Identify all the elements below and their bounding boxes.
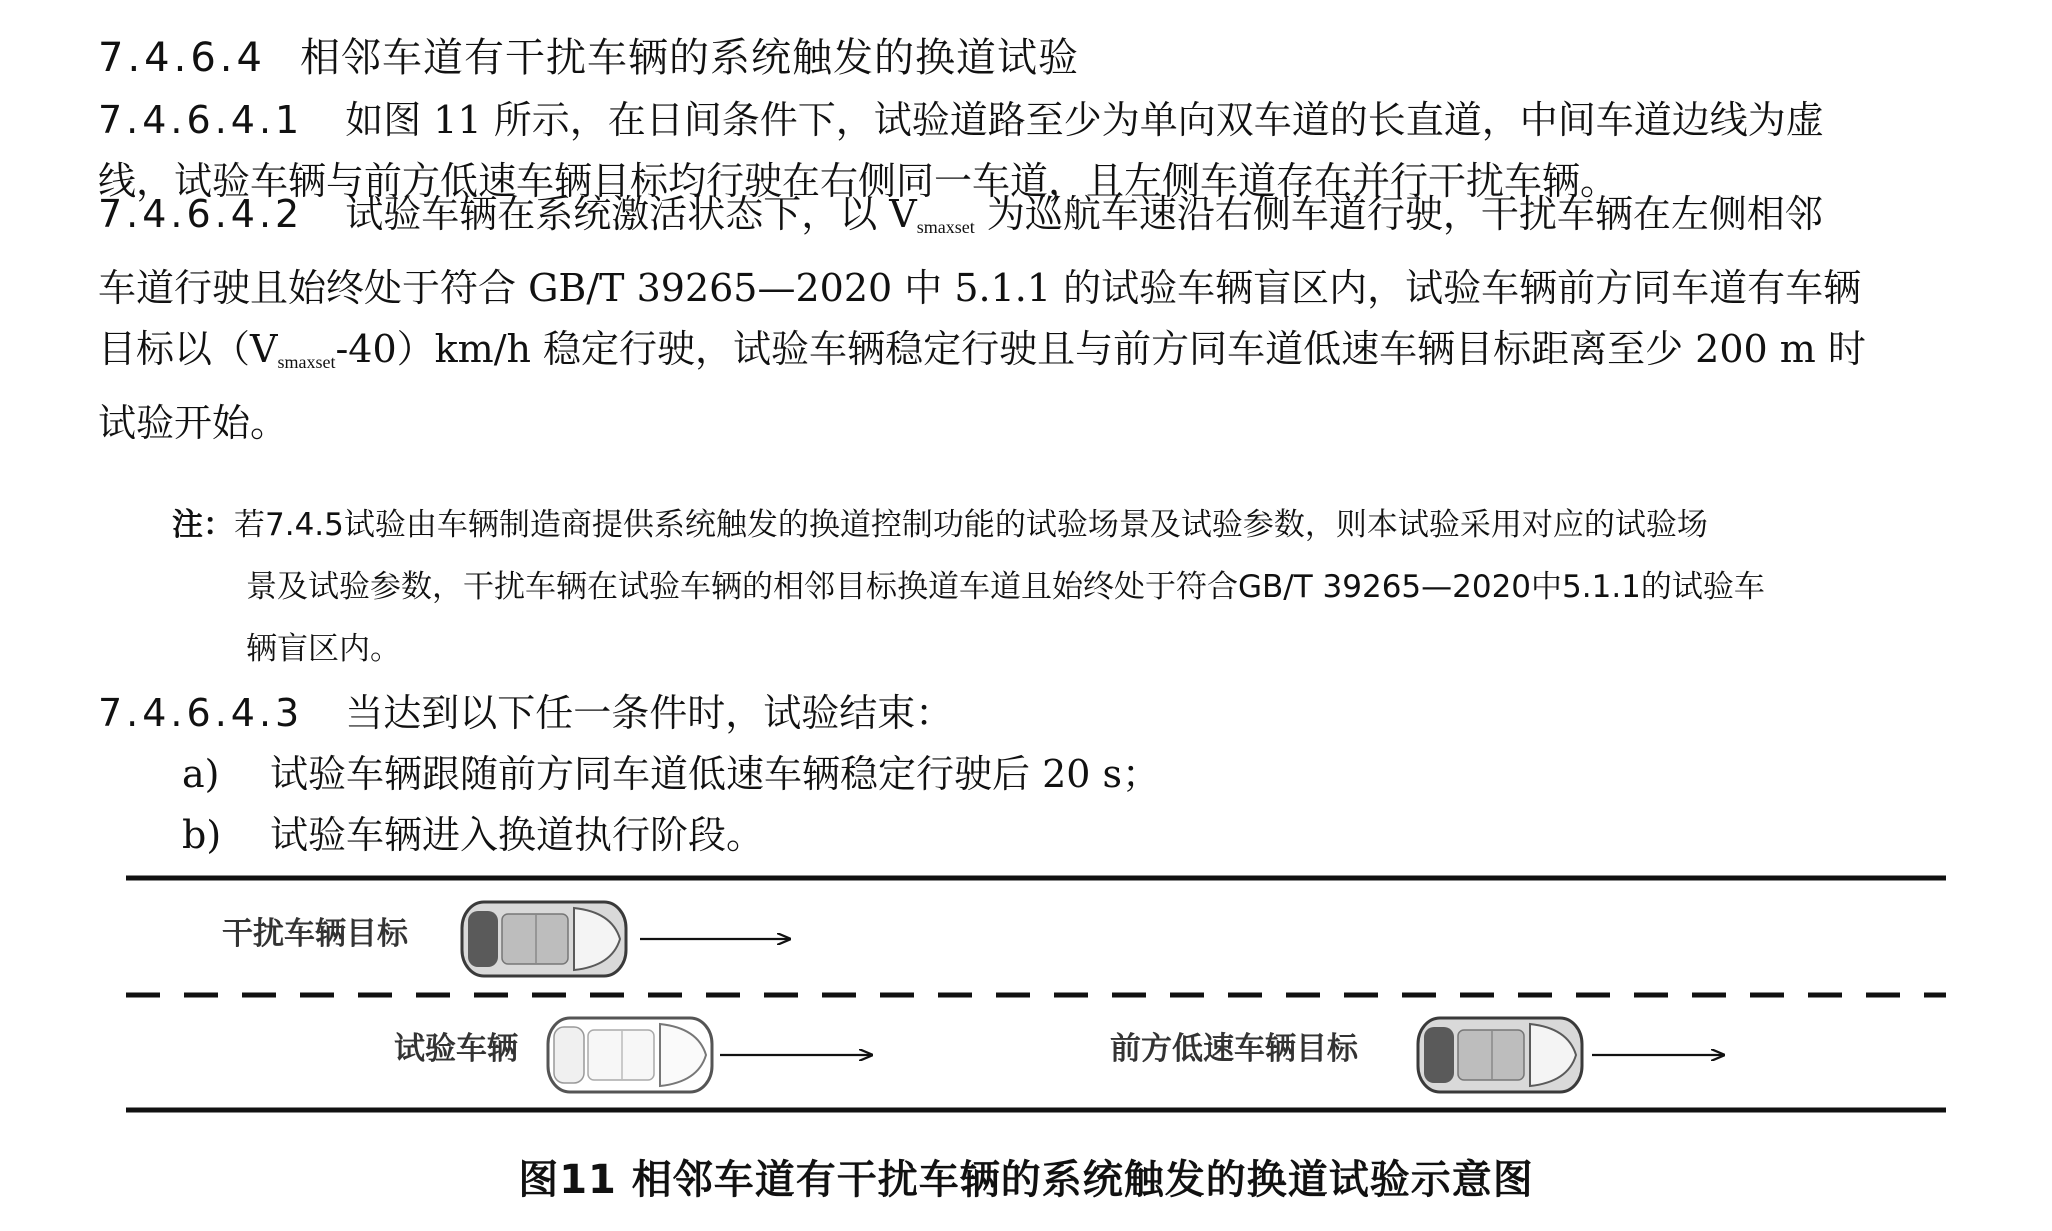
clause-number: 7.4.6.4.2 [98, 192, 304, 236]
list-item [182, 744, 1160, 805]
figure-caption: 图11 相邻车道有干扰车辆的系统触发的换道试验示意图 [518, 1157, 1534, 1203]
list-marker: a) [182, 752, 220, 796]
clause-text-line: 车道行驶且始终处于符合 GB/T 39265—2020 中 5.1.1 的试验车辆盲区内，试验车辆前方同车道有车辆 [98, 266, 1862, 310]
note-label: 注： [172, 507, 234, 543]
subscript: smaxset [916, 217, 975, 237]
list-item-text: 试验车辆进入换道执行阶段。 [270, 813, 765, 857]
clause-number: 7.4.6.4.3 [98, 691, 304, 735]
label-interfering-vehicle: 干扰车辆目标 [222, 916, 408, 952]
label-front-vehicle: 前方低速车辆目标 [1110, 1031, 1358, 1067]
clause-7-4-6-4-2 [98, 184, 1978, 454]
note-text-line: 景及试验参数，干扰车辆在试验车辆的相邻目标换道车道且始终处于符合GB/T 39265—2020中5.1.1的试验车 [246, 569, 1765, 605]
lane-diagram [0, 860, 2052, 1130]
interfering-vehicle-icon [462, 902, 626, 976]
section-title: 相邻车道有干扰车辆的系统触发的换道试验 [299, 35, 1079, 81]
list-marker: b) [182, 813, 222, 857]
section-number: 7.4.6.4 [98, 35, 266, 81]
front-vehicle-icon [1418, 1018, 1582, 1092]
clause-text-line: 为巡航车速沿右侧车道行驶，干扰车辆在左侧相邻 [974, 192, 1823, 236]
note-text-line: 若7.4.5试验由车辆制造商提供系统触发的换道控制功能的试验场景及试验参数，则本试验采用对应的试验场 [234, 507, 1708, 543]
clause-text-line: 试验开始。 [98, 401, 289, 445]
subscript: smaxset [277, 352, 336, 372]
note-block [172, 494, 1982, 680]
note-text-line: 辆盲区内。 [246, 631, 401, 667]
clause-text-line: 线，试验车辆与前方低速车辆目标均行驶在右侧同一车道，且左侧车道存在并行干扰车辆。 [98, 159, 1619, 203]
test-vehicle-icon [548, 1018, 712, 1092]
list-item [182, 805, 1160, 866]
section-heading [98, 26, 1079, 83]
clause-text-line: 试验车辆在系统激活状态下，以 V [345, 192, 917, 236]
condition-list [182, 744, 1160, 866]
clause-text-line: 目标以（V [98, 327, 278, 371]
clause-text-line: -40）km/h 稳定行驶，试验车辆稳定行驶且与前方同车道低速车辆目标距离至少 200 m 时 [335, 327, 1866, 371]
clause-7-4-6-4-3 [98, 683, 1978, 744]
clause-text: 当达到以下任一条件时，试验结束： [345, 691, 954, 735]
clause-text-line: 如图 11 所示，在日间条件下，试验道路至少为单向双车道的长直道，中间车道边线为虚 [345, 98, 1824, 142]
clause-number: 7.4.6.4.1 [98, 98, 304, 142]
label-test-vehicle: 试验车辆 [394, 1031, 518, 1067]
list-item-text: 试验车辆跟随前方同车道低速车辆稳定行驶后 20 s； [270, 752, 1161, 796]
